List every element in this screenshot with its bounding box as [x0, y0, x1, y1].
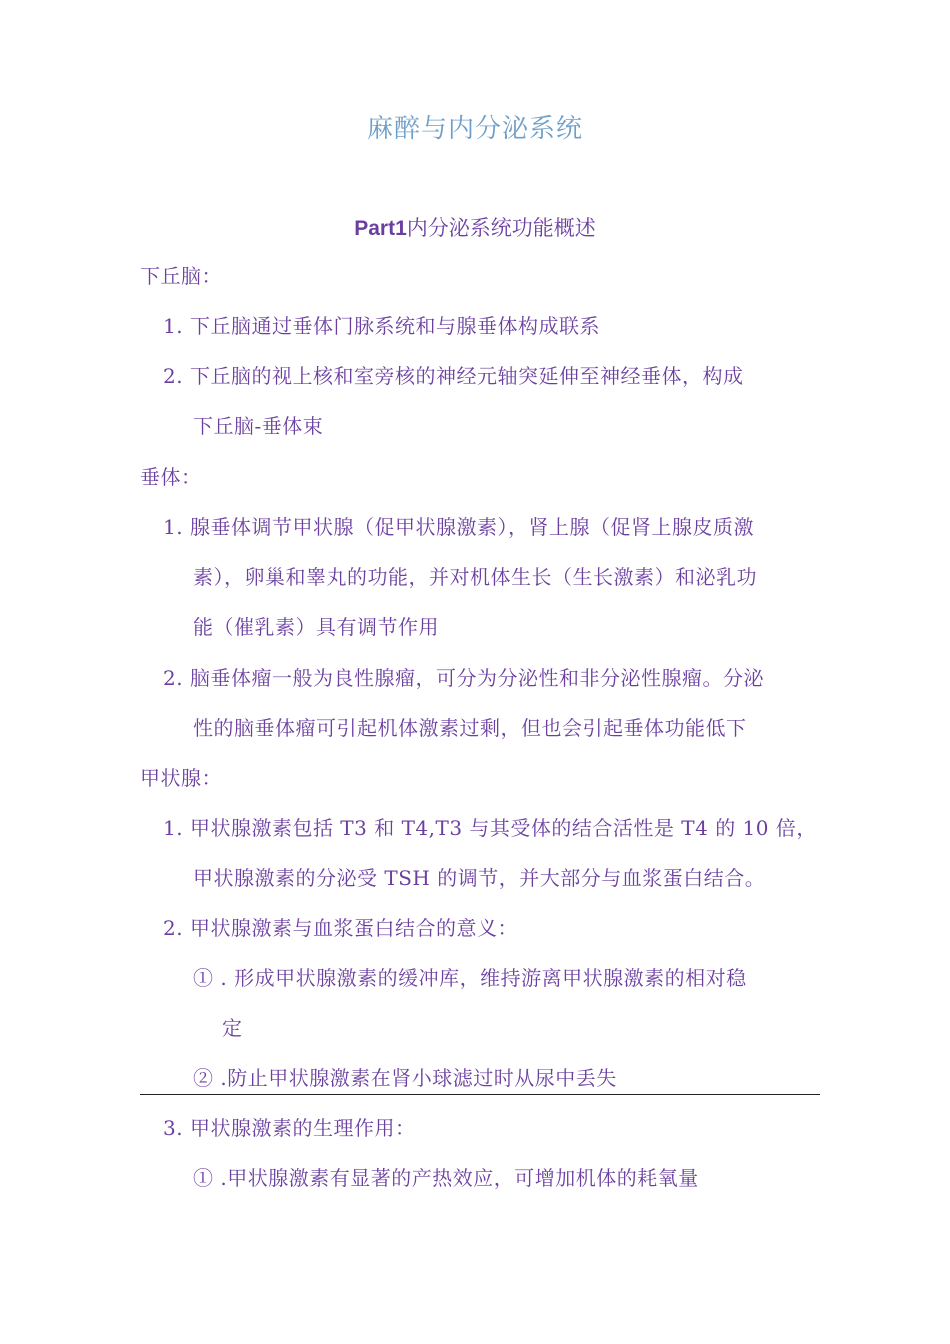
document-title: 麻醉与内分泌系统	[366, 114, 583, 144]
hypothalamus-item-2-cont: 下丘脑-垂体束	[193, 414, 324, 438]
subtitle-part-label: Part1	[354, 217, 407, 240]
pituitary-item-2-cont: 性的脑垂体瘤可引起机体激素过剩，但也会引起垂体功能低下	[193, 716, 747, 740]
thyroid-item-1: 1. 甲状腺激素包括 T3 和 T4,T3 与其受体的结合活性是 T4 的 10 倍，	[163, 816, 817, 840]
thyroid-item-2-sub-1: ① . 形成甲状腺激素的缓冲库，维持游离甲状腺激素的相对稳	[193, 966, 747, 990]
hypothalamus-item-2: 2. 下丘脑的视上核和室旁核的神经元轴突延伸至神经垂体，构成	[163, 364, 744, 388]
pituitary-item-2: 2. 脑垂体瘤一般为良性腺瘤，可分为分泌性和非分泌性腺瘤。分泌	[163, 666, 764, 690]
section-subtitle	[0, 212, 950, 242]
pituitary-heading: 垂体：	[140, 465, 202, 489]
hypothalamus-item-1: 1. 下丘脑通过垂体门脉系统和与腺垂体构成联系	[163, 314, 600, 338]
hypothalamus-heading: 下丘脑：	[140, 264, 222, 288]
thyroid-item-2-sub-2: ② .防止甲状腺激素在肾小球滤过时从尿中丢失	[193, 1066, 617, 1090]
thyroid-heading: 甲状腺：	[140, 766, 222, 790]
thyroid-item-2-sub-1-cont: 定	[222, 1016, 243, 1040]
thyroid-item-1-cont: 甲状腺激素的分泌受 TSH 的调节，并大部分与血浆蛋白结合。	[193, 866, 766, 890]
pituitary-item-1: 1. 腺垂体调节甲状腺（促甲状腺激素），肾上腺（促肾上腺皮质激	[163, 515, 754, 539]
pituitary-item-1-cont2: 能（催乳素）具有调节作用	[193, 615, 439, 639]
pituitary-item-1-cont: 素），卵巢和睾丸的功能，并对机体生长（生长激素）和泌乳功	[193, 565, 757, 589]
horizontal-rule	[140, 1094, 820, 1095]
thyroid-item-3-sub-1: ① .甲状腺激素有显著的产热效应，可增加机体的耗氧量	[193, 1166, 699, 1190]
thyroid-item-2: 2. 甲状腺激素与血浆蛋白结合的意义：	[163, 916, 518, 940]
subtitle-text: 内分泌系统功能概述	[406, 216, 596, 240]
thyroid-item-3: 3. 甲状腺激素的生理作用：	[163, 1116, 416, 1140]
